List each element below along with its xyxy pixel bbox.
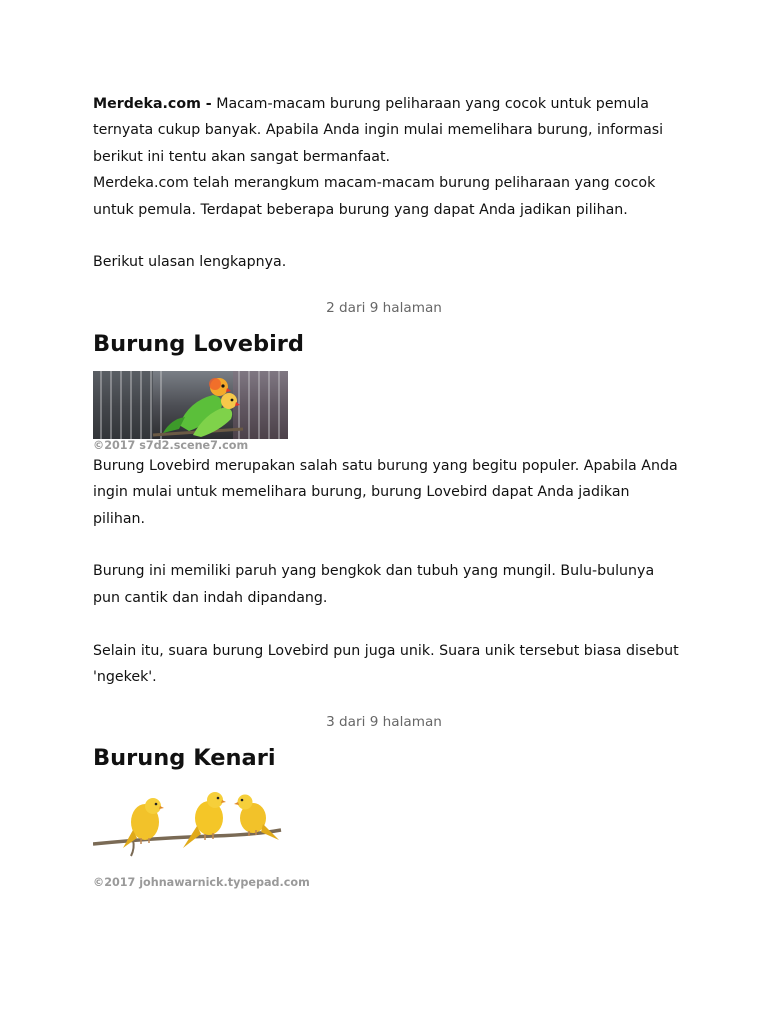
intro-text: Macam-macam burung peliharaan yang cocok untuk pemula ternyata cukup banyak. Apabila Anda ingin mulai memelihara burung, informasi berikut ini tentu akan sangat bermanfaat. [93, 96, 664, 165]
intro-paragraph-3: Berikut ulasan lengkapnya. [93, 254, 287, 271]
section-paragraph: Burung Lovebird merupakan salah satu burung yang begitu populer. Apabila Anda ingin mulai untuk memelihara burung, burung Lovebird dapat Anda jadikan pilihan. [93, 457, 678, 527]
canary-photo [93, 786, 283, 866]
image-credit: ©2017 johnawarnick.typepad.com [93, 876, 310, 890]
section-paragraph: Burung ini memiliki paruh yang bengkok dan tubuh yang mungil. Bulu-bulunya pun cantik dan indah dipandang. [93, 563, 655, 606]
intro-paragraph [93, 91, 683, 170]
image-credit: ©2017 s7d2.scene7.com [93, 438, 249, 452]
section-paragraph: Selain itu, suara burung Lovebird pun juga unik. Suara unik tersebut biasa disebut 'ngekek'. [93, 642, 679, 686]
page-indicator: 3 dari 9 halaman [326, 714, 442, 731]
lovebird-photo [93, 371, 288, 439]
intro-paragraph-2: Merdeka.com telah merangkum macam-macam burung peliharaan yang cocok untuk pemula. Terdapat beberapa burung yang dapat Anda jadikan pilihan. [93, 175, 656, 218]
intro-source: Merdeka.com - [93, 96, 212, 112]
section-title: Burung Lovebird [93, 330, 304, 357]
article [93, 91, 683, 890]
section-title: Burung Kenari [93, 745, 276, 772]
page-indicator: 2 dari 9 halaman [326, 299, 442, 316]
